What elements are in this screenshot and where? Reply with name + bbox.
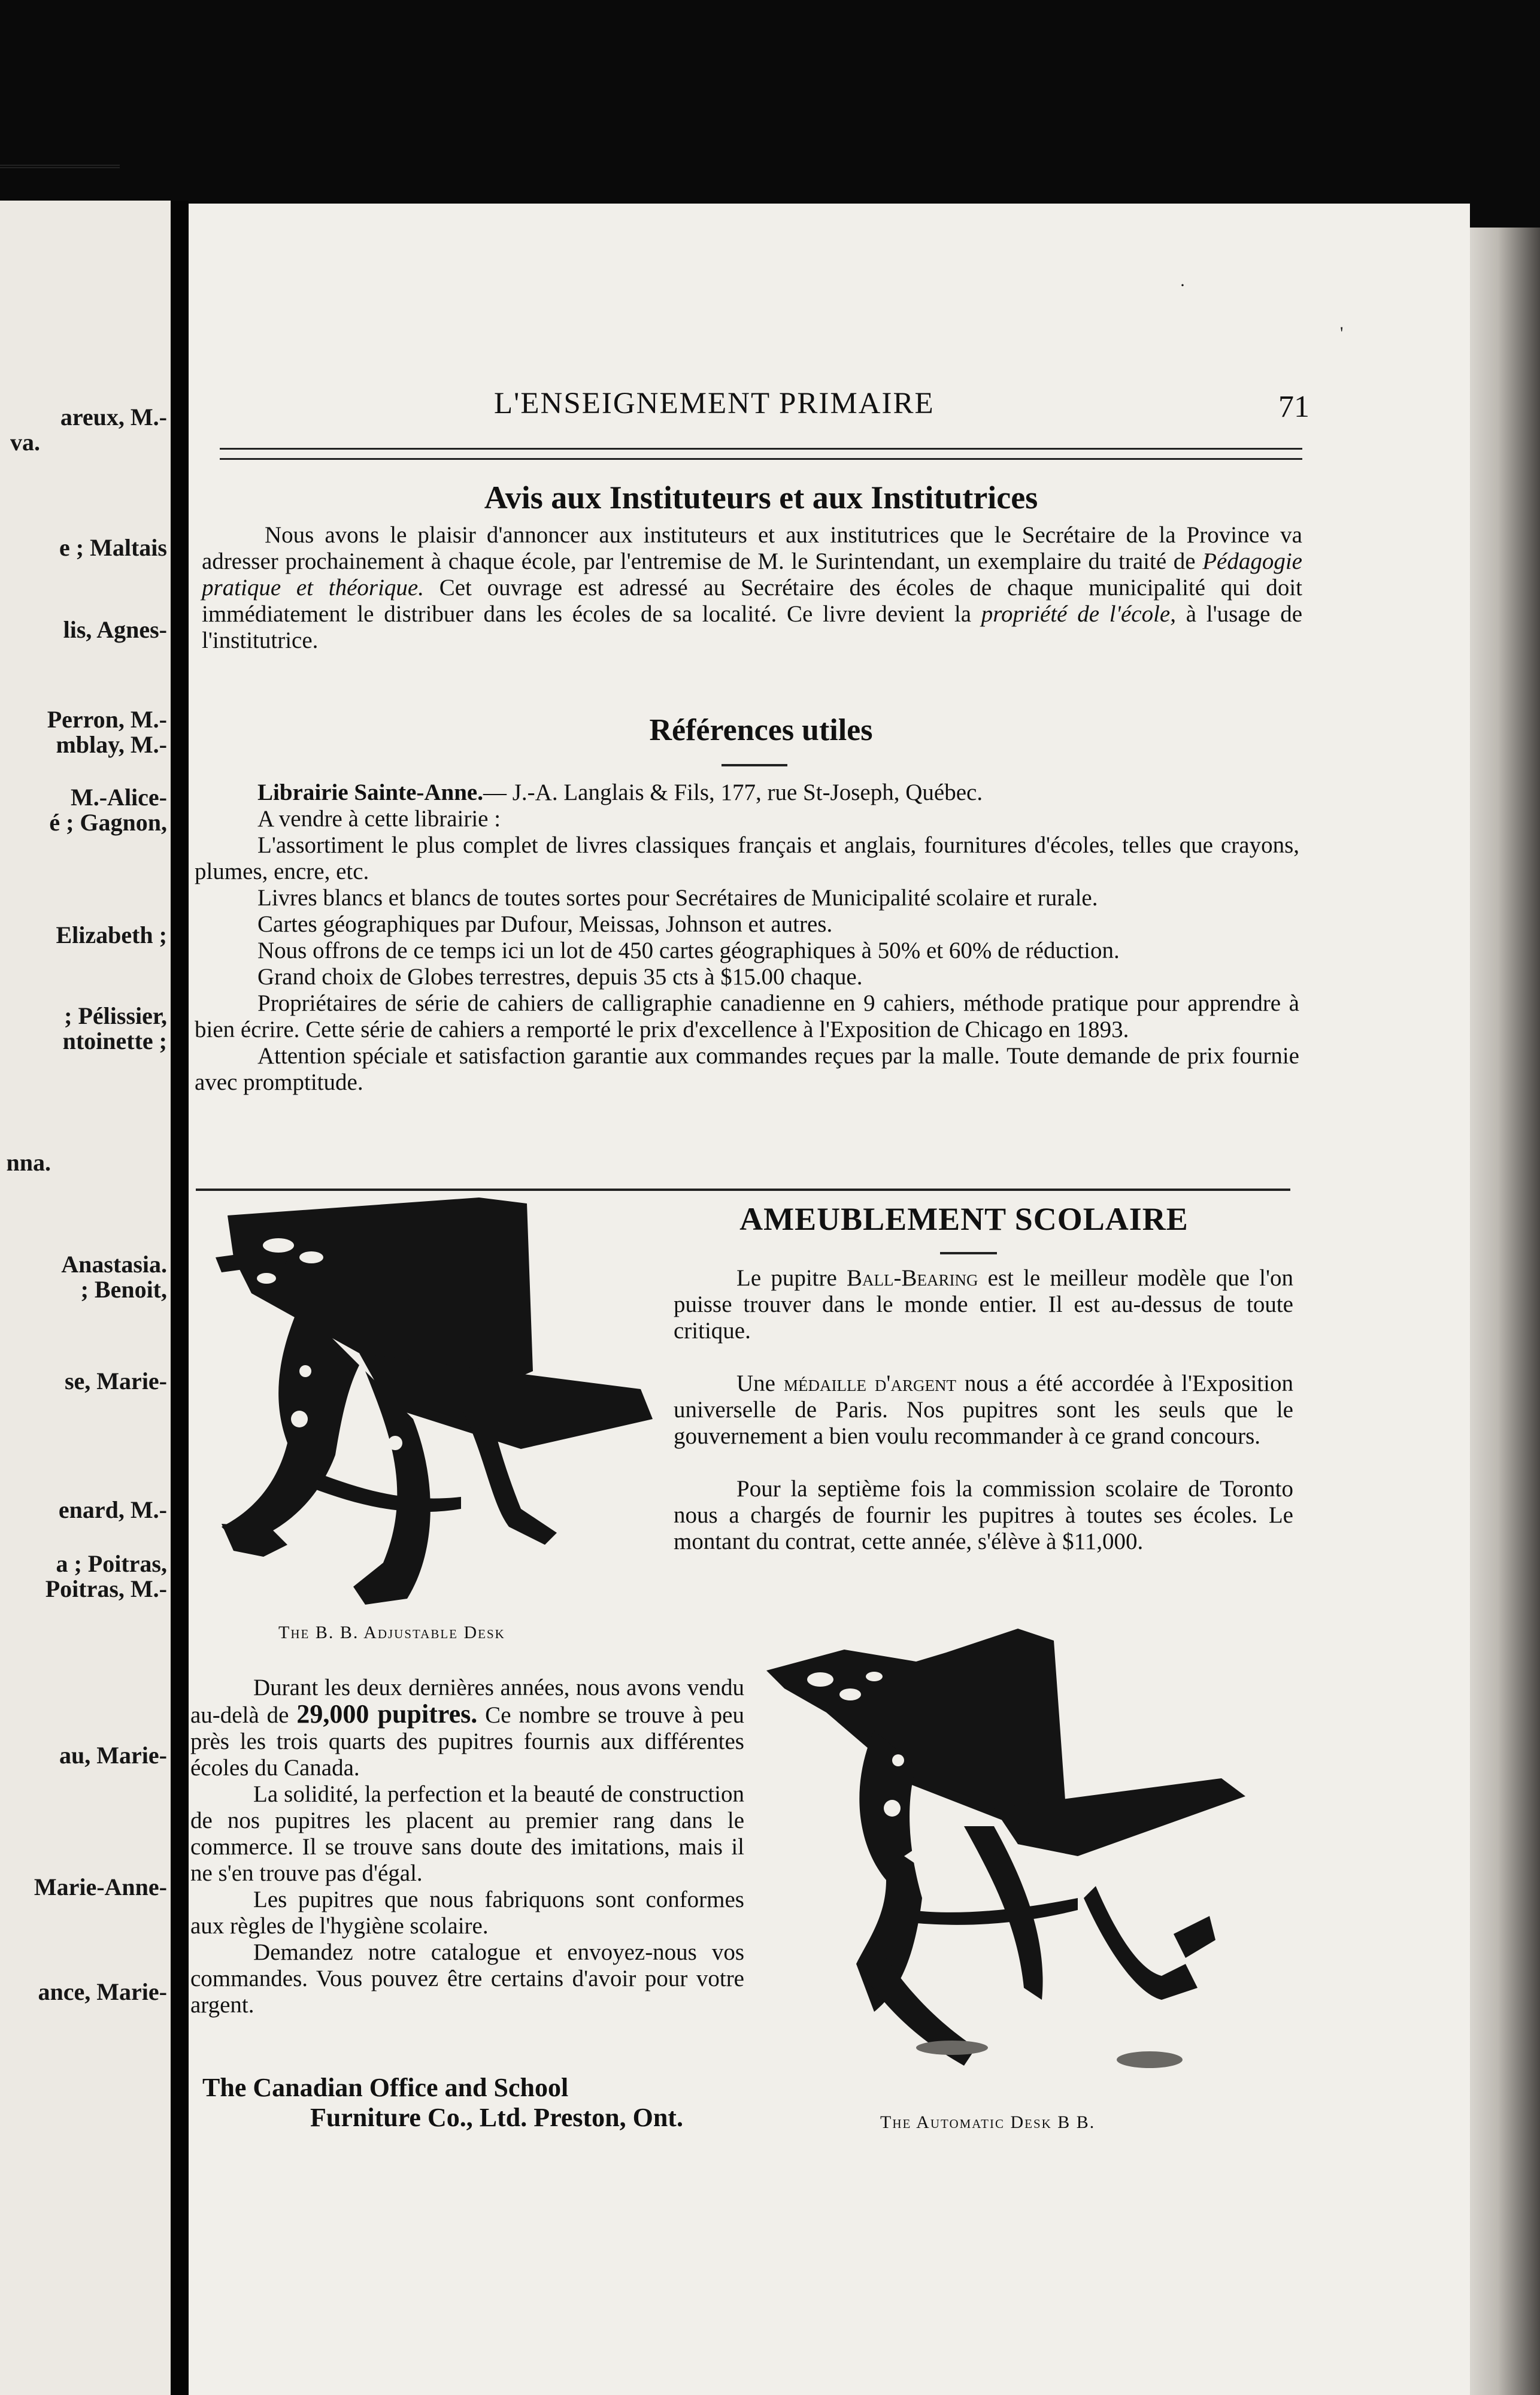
facing-line: ance, Marie- <box>38 1978 167 2005</box>
facing-line: ntoinette ; <box>62 1027 167 1054</box>
sales-text: Ce nombre se trouve à peu près les trois quarts des pupitres fournis aux différentes écoles du Canada. <box>190 1702 744 1781</box>
medal-label: médaille d'argent <box>783 1371 956 1396</box>
facing-line: Elizabeth ; <box>56 921 167 948</box>
ameublement-text: Une <box>736 1371 784 1396</box>
page-number: 71 <box>1278 390 1309 424</box>
ameublement-rule <box>940 1252 997 1254</box>
running-head: L'ENSEIGNEMENT PRIMAIRE <box>494 387 935 420</box>
librairie-line <box>195 780 1299 806</box>
reference-line: A vendre à cette librairie : <box>257 806 501 832</box>
ball-bearing-label: Ball-Bearing <box>846 1265 978 1291</box>
ameublement-text: est le meilleur modèle que l'on puisse trouver dans le monde entier. Il est au-dessus de toute critique. <box>674 1265 1293 1344</box>
references-title: Références utiles <box>649 713 873 747</box>
sales-paragraph <box>190 1675 744 1781</box>
facing-line: é ; Gagnon, <box>49 809 167 836</box>
ameublement-paragraph <box>674 1371 1293 1450</box>
automatic-desk-illustration <box>766 1629 1257 2084</box>
ameublement-text: Le pupitre <box>736 1265 847 1291</box>
avis-text: à l'usage de l'institutrice. <box>202 601 1302 653</box>
avis-text: Cet ouvrage est adressé au Secrétaire des écoles de chaque municipalité qui doit immédiatement le distribuer dans les écoles de sa localité. Ce livre devient la <box>202 575 1302 627</box>
reference-line: Livres blancs et blancs de toutes sortes pour Secrétaires de Municipalité scolaire et rurale. <box>257 885 1098 911</box>
facing-line: a ; Poitras, <box>56 1550 167 1577</box>
facing-page-text <box>0 0 171 2395</box>
sales-figure: 29,000 pupitres. <box>296 1699 478 1729</box>
company-line-2: Furniture Co., Ltd. Preston, Ont. <box>310 2103 683 2132</box>
sales-paragraph: Les pupitres que nous fabriquons sont conformes aux règles de l'hygiène scolaire. <box>190 1887 744 1939</box>
ameublement-paragraph: Pour la septième fois la commission scolaire de Toronto nous a chargés de fournir les pupitres à toutes ses écoles. Le montant du contrat, cette année, s'élève à $11,000. <box>674 1476 1293 1554</box>
facing-line: ; Pélissier, <box>64 1002 167 1029</box>
header-rule <box>220 448 1302 460</box>
ameublement-paragraph <box>674 1265 1293 1344</box>
desk-caption-2: The Automatic Desk B B. <box>880 2112 1096 2132</box>
reference-line: Nous offrons de ce temps ici un lot de 450 cartes géographiques à 50% et 60% de réduction. <box>257 938 1120 963</box>
sales-text: Durant les deux dernières années, nous avons vendu au-delà de <box>190 1675 744 1728</box>
avis-text: Nous avons le plaisir d'annoncer aux instituteurs et aux institutrices que le Secrétaire de la Province va adresser prochainement à chaque école, par l'entremise de M. le Surintendant, un exemplaire du traité de <box>202 522 1302 574</box>
company-line-1: The Canadian Office and School <box>202 2073 569 2102</box>
company-signature <box>202 2073 683 2133</box>
facing-line: se, Marie- <box>64 1368 167 1394</box>
facing-line: ; Benoit, <box>80 1276 167 1303</box>
ameublement-text: nous a été accordée à l'Exposition universelle de Paris. Nos pupitres sont les seuls que le gouvernement a bien voulu recommander à ce grand concours. <box>674 1371 1293 1449</box>
desk-caption-1: The B. B. Adjustable Desk <box>278 1623 505 1642</box>
avis-title: Avis aux Instituteurs et aux Institutrices <box>484 480 1038 516</box>
facing-line: Marie-Anne- <box>34 1873 167 1900</box>
references-body <box>195 780 1299 1096</box>
facing-line: mblay, M.- <box>56 731 167 758</box>
ameublement-title: AMEUBLEMENT SCOLAIRE <box>739 1201 1189 1237</box>
avis-italic-title: Pédagogie pratique et théorique. <box>202 548 1302 601</box>
ameublement-body <box>674 1265 1293 1581</box>
avis-body <box>202 522 1302 654</box>
avis-paragraph <box>202 522 1302 654</box>
librairie-address: — J.-A. Langlais & Fils, 177, rue St-Joseph, Québec. <box>483 780 983 805</box>
reference-line: L'assortiment le plus complet de livres classiques français et anglais, fournitures d'écoles, telles que crayons, plumes, encre, etc. <box>195 832 1299 884</box>
page-gutter <box>171 201 189 2395</box>
sales-body <box>190 1675 744 2018</box>
facing-line: e ; Maltais <box>59 534 167 561</box>
facing-line: lis, Agnes- <box>63 616 167 643</box>
facing-line: Poitras, M.- <box>45 1575 167 1602</box>
facing-line: nna. <box>6 1149 51 1176</box>
facing-line: va. <box>10 429 40 456</box>
sales-paragraph: Demandez notre catalogue et envoyez-nous vos commandes. Vous pouvez être certains d'avoir pour votre argent. <box>190 1939 744 2018</box>
avis-italic-phrase: propriété de l'école, <box>981 601 1176 627</box>
section-rule <box>196 1189 1290 1191</box>
facing-line: au, Marie- <box>59 1742 167 1769</box>
reference-line: Propriétaires de série de cahiers de calligraphie canadienne en 9 cahiers, méthode pratique pour apprendre à bien écrire. Cette série de cahiers a remporté le prix d'excellence à l'Exposition de Chicago en 1893. <box>195 990 1299 1042</box>
adjustable-desk-illustration <box>210 1192 665 1623</box>
facing-line: enard, M.- <box>58 1496 167 1523</box>
facing-line: M.-Alice- <box>70 784 167 811</box>
page-edge <box>1470 228 1540 2395</box>
speck-mark: ' <box>1340 323 1344 343</box>
sales-paragraph: La solidité, la perfection et la beauté de construction de nos pupitres les placent au premier rang dans le commerce. Il se trouve sans doute des imitations, mais il ne s'en trouve pas d'égal. <box>190 1781 744 1886</box>
speck-mark: · <box>1180 275 1186 295</box>
reference-line: Cartes géographiques par Dufour, Meissas, Johnson et autres. <box>257 911 833 937</box>
reference-line: Grand choix de Globes terrestres, depuis 35 cts à $15.00 chaque. <box>257 964 863 990</box>
facing-line: areux, M.- <box>60 404 167 431</box>
reference-line: Attention spéciale et satisfaction garantie aux commandes reçues par la malle. Toute demande de prix fournie avec promptitude. <box>195 1043 1299 1095</box>
references-rule <box>722 764 787 766</box>
facing-line: Perron, M.- <box>47 706 167 733</box>
librairie-name: Librairie Sainte-Anne. <box>257 780 483 805</box>
facing-page-rule <box>0 165 120 168</box>
facing-line: Anastasia. <box>61 1251 167 1278</box>
